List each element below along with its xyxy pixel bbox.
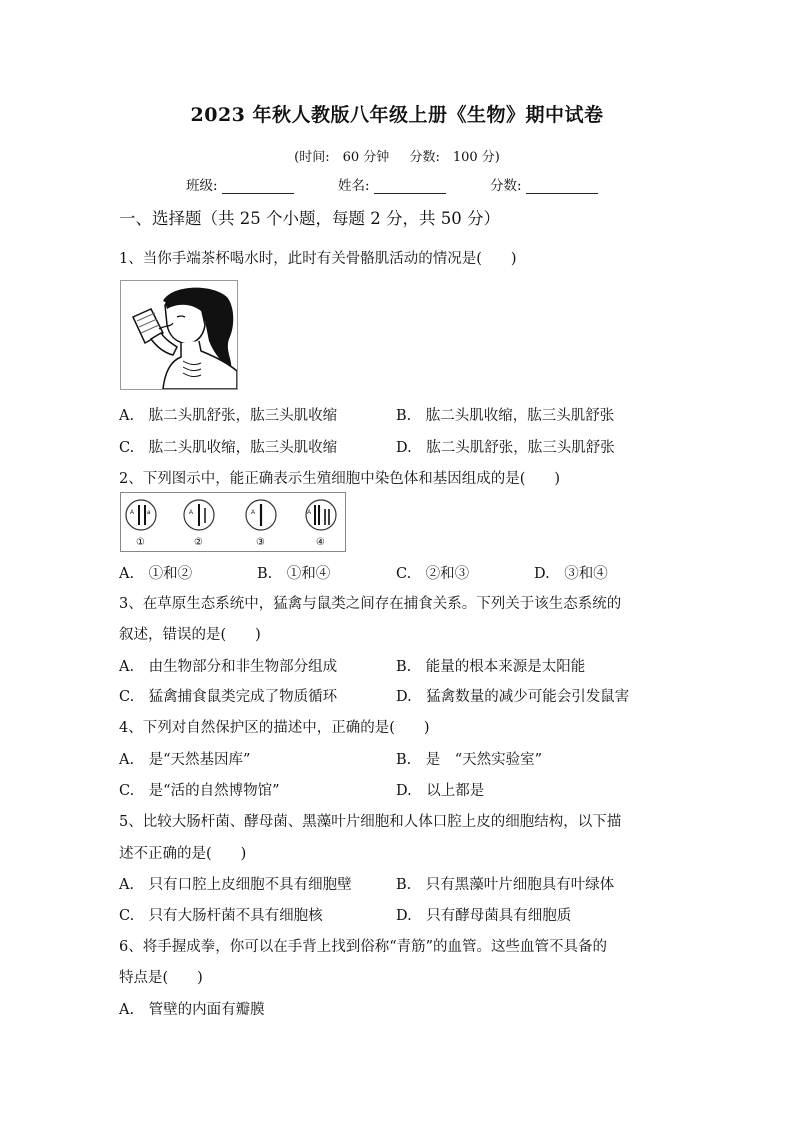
figure-label-4: ④ <box>316 537 325 548</box>
question-3-option-a: A. 由生物部分和非生物部分组成 <box>119 659 338 675</box>
figure-label-3: ③ <box>256 537 265 548</box>
question-6-option-a: A. 管壁的内面有瓣膜 <box>119 1002 265 1018</box>
question-3-option-d: D. 猛禽数量的减少可能会引发鼠害 <box>396 689 630 705</box>
question-4-stem: 4、下列对自然保护区的描述中，正确的是( ) <box>119 720 430 736</box>
class-label: 班级: <box>186 178 218 194</box>
question-5-stem-line1: 5、比较大肠杆菌、酵母菌、黑藻叶片细胞和人体口腔上皮的细胞结构，以下描 <box>119 814 622 830</box>
question-2-option-a: A. ①和② <box>119 566 193 582</box>
question-2-option-d: D. ③和④ <box>534 566 608 582</box>
question-1-option-d: D. 肱二头肌舒张，肱三头肌舒张 <box>396 440 615 456</box>
figure-label-1: ① <box>136 537 145 548</box>
exam-total-score: 分数: 100 分) <box>409 150 500 165</box>
svg-text:A: A <box>251 510 256 516</box>
name-field <box>338 174 446 194</box>
question-4-option-c: C. 是“活的自然博物馆” <box>119 783 280 799</box>
svg-text:A: A <box>307 510 312 516</box>
score-blank[interactable] <box>526 181 598 194</box>
question-5-option-a: A. 只有口腔上皮细胞不具有细胞壁 <box>119 877 352 893</box>
question-5-option-b: B. 只有黑藻叶片细胞具有叶绿体 <box>396 877 615 893</box>
exam-time: (时间: 60 分钟 <box>294 150 390 165</box>
svg-text:A: A <box>130 510 135 516</box>
question-3-option-b: B. 能量的根本来源是太阳能 <box>396 659 586 675</box>
score-label: 分数: <box>490 178 522 194</box>
class-blank[interactable] <box>222 181 294 194</box>
exam-title: 2023 年秋人教版八年级上册《生物》期中试卷 <box>190 104 604 126</box>
question-5-stem-line2: 述不正确的是( ) <box>119 846 247 862</box>
question-5-option-c: C. 只有大肠杆菌不具有细胞核 <box>119 908 323 924</box>
question-6-stem-line1: 6、将手握成拳，你可以在手背上找到俗称“青筋”的血管。这些血管不具备的 <box>119 939 608 955</box>
question-2-option-c: C. ②和③ <box>396 566 470 582</box>
question-2-option-b: B. ①和④ <box>257 566 331 582</box>
name-blank[interactable] <box>374 181 446 194</box>
question-5-option-d: D. 只有酵母菌具有细胞质 <box>396 908 572 924</box>
exam-subtitle <box>0 146 794 165</box>
svg-text:A: A <box>189 510 194 516</box>
question-1-option-a: A. 肱二头肌舒张，肱三头肌收缩 <box>119 408 338 424</box>
question-3-option-c: C. 猛禽捕食鼠类完成了物质循环 <box>119 689 338 705</box>
cell-4-diagram <box>306 500 336 530</box>
question-6-stem-line2: 特点是( ) <box>119 970 203 986</box>
name-label: 姓名: <box>338 178 370 194</box>
question-4-option-a: A. 是“天然基因库” <box>119 752 251 768</box>
question-1-stem: 1、当你手端茶杯喝水时，此时有关骨骼肌活动的情况是( ) <box>119 251 517 267</box>
question-3-stem-line2: 叙述，错误的是( ) <box>119 627 261 643</box>
cell-1-diagram <box>126 500 156 530</box>
cell-2-diagram <box>184 500 214 530</box>
score-field <box>490 174 598 194</box>
person-drinking-image <box>120 280 238 390</box>
question-2-stem: 2、下列图示中，能正确表示生殖细胞中染色体和基因组成的是( ) <box>119 471 561 487</box>
chromosome-figure <box>120 492 346 552</box>
figure-label-2: ② <box>194 537 203 548</box>
section-title: 一、选择题（共 25 个小题，每题 2 分，共 50 分） <box>119 209 500 228</box>
question-1-option-c: C. 肱二头肌收缩，肱三头肌收缩 <box>119 440 338 456</box>
question-4-option-d: D. 以上都是 <box>396 783 485 799</box>
class-field <box>186 174 294 194</box>
question-1-option-b: B. 肱二头肌收缩，肱三头肌舒张 <box>396 408 615 424</box>
svg-text:a: a <box>147 510 151 516</box>
cell-3-diagram <box>246 500 276 530</box>
question-4-option-b: B. 是 “天然实验室” <box>396 752 543 768</box>
question-3-stem-line1: 3、在草原生态系统中，猛禽与鼠类之间存在捕食关系。下列关于该生态系统的 <box>119 596 622 612</box>
